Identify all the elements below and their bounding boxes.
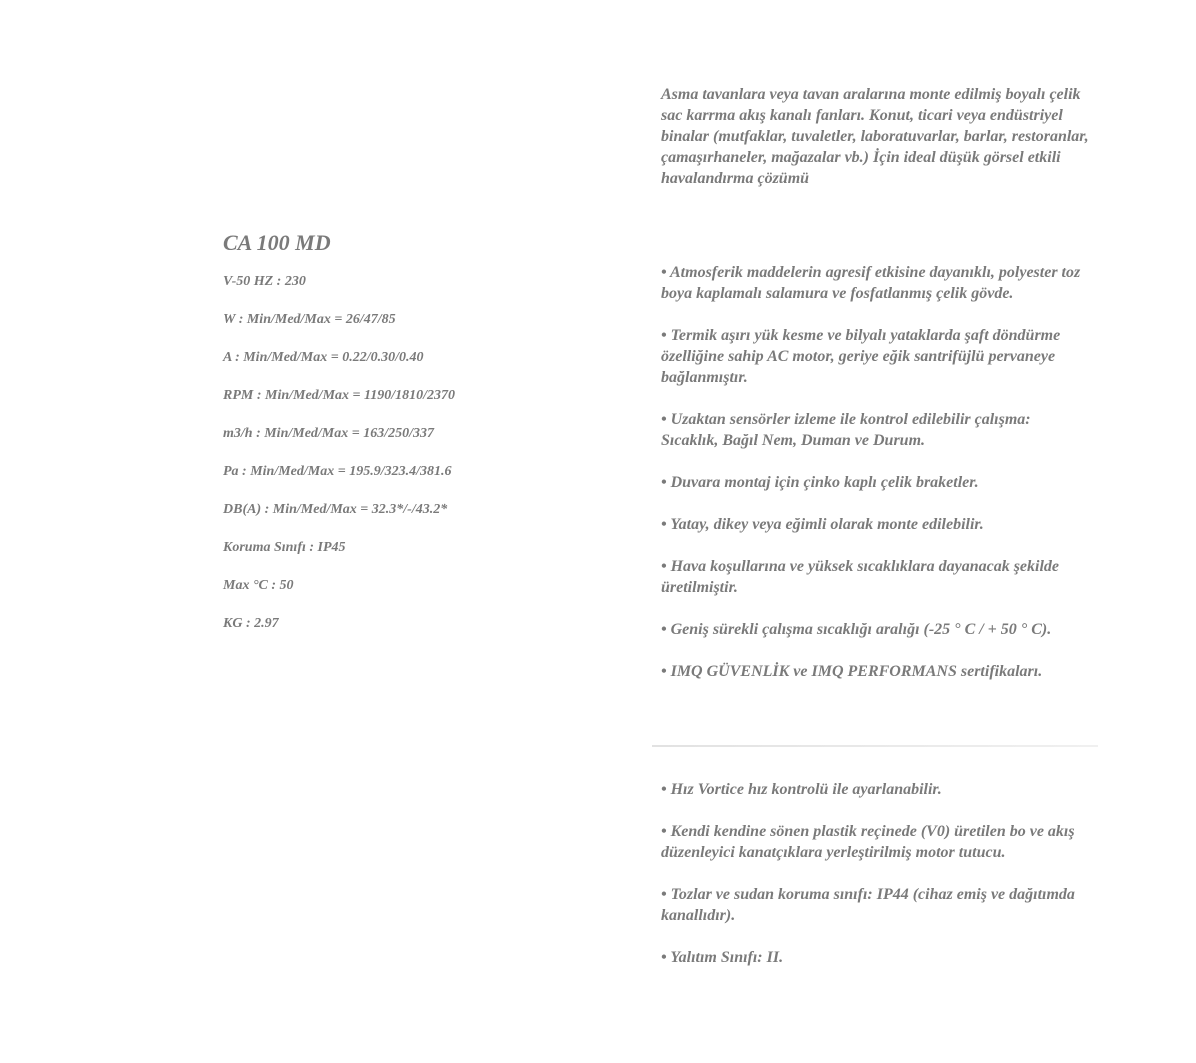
- feature-item: • Yatay, dikey veya eğimli olarak monte edilebilir.: [661, 516, 984, 533]
- intro-paragraph: Asma tavanlara veya tavan aralarına monte edilmiş boyalı çelik sac karrma akış kanalı fanları. Konut, ticari veya endüstriyel binalar (mutfaklar, tuvaletler, laboratuvarlar, barlar, restoranlar, çamaşırhaneler, mağazalar vb.) İçin ideal düşük görsel etkili havalandırma çözümü: [661, 86, 1089, 187]
- product-title: CA 100 MD: [223, 230, 331, 255]
- feature-list-top: [661, 262, 1091, 703]
- feature-item: • Hız Vortice hız kontrolü ile ayarlanabilir.: [661, 781, 942, 798]
- spec-panel: [223, 230, 553, 653]
- feature-item: • Tozlar ve sudan koruma sınıfı: IP44 (cihaz emiş ve dağıtımda kanallıdır).: [661, 886, 1075, 924]
- spec-voltage: V-50 HZ : 230: [223, 274, 306, 289]
- feature-item: • Duvara montaj için çinko kaplı çelik braketler.: [661, 474, 979, 491]
- spec-airflow: m3/h : Min/Med/Max = 163/250/337: [223, 426, 434, 441]
- spec-pressure: Pa : Min/Med/Max = 195.9/323.4/381.6: [223, 464, 452, 479]
- spec-noise: DB(A) : Min/Med/Max = 32.3*/-/43.2*: [223, 502, 448, 517]
- spec-protection-class: Koruma Sınıfı : IP45: [223, 540, 346, 555]
- feature-item: • Termik aşırı yük kesme ve bilyalı yataklarda şaft döndürme özelliğine sahip AC motor, geriye eğik santrifüjlü pervaneye bağlanmıştır.: [661, 327, 1061, 386]
- spec-weight: KG : 2.97: [223, 616, 279, 631]
- feature-item: • Kendi kendine sönen plastik reçinede (V0) üretilen bo ve akış düzenleyici kanatçıklara yerleştirilmiş motor tutucu.: [661, 823, 1075, 861]
- feature-item: • IMQ GÜVENLİK ve IMQ PERFORMANS sertifikaları.: [661, 663, 1043, 680]
- feature-item: • Yalıtım Sınıfı: II.: [661, 949, 784, 966]
- feature-item: • Uzaktan sensörler izleme ile kontrol edilebilir çalışma: Sıcaklık, Bağıl Nem, Duman ve Durum.: [661, 411, 1031, 449]
- section-divider: [652, 745, 1098, 747]
- feature-list-bottom: [661, 779, 1091, 989]
- feature-item: • Atmosferik maddelerin agresif etkisine dayanıklı, polyester toz boya kaplamalı salamura ve fosfatlanmış çelik gövde.: [661, 264, 1081, 302]
- spec-current: A : Min/Med/Max = 0.22/0.30/0.40: [223, 350, 424, 365]
- spec-power: W : Min/Med/Max = 26/47/85: [223, 312, 396, 327]
- feature-item: • Geniş sürekli çalışma sıcaklığı aralığı (-25 ° C / + 50 ° C).: [661, 621, 1052, 638]
- description-panel: [661, 84, 1091, 189]
- spec-rpm: RPM : Min/Med/Max = 1190/1810/2370: [223, 388, 455, 403]
- spec-max-temperature: Max °C : 50: [223, 578, 294, 593]
- feature-item: • Hava koşullarına ve yüksek sıcaklıklara dayanacak şekilde üretilmiştir.: [661, 558, 1060, 596]
